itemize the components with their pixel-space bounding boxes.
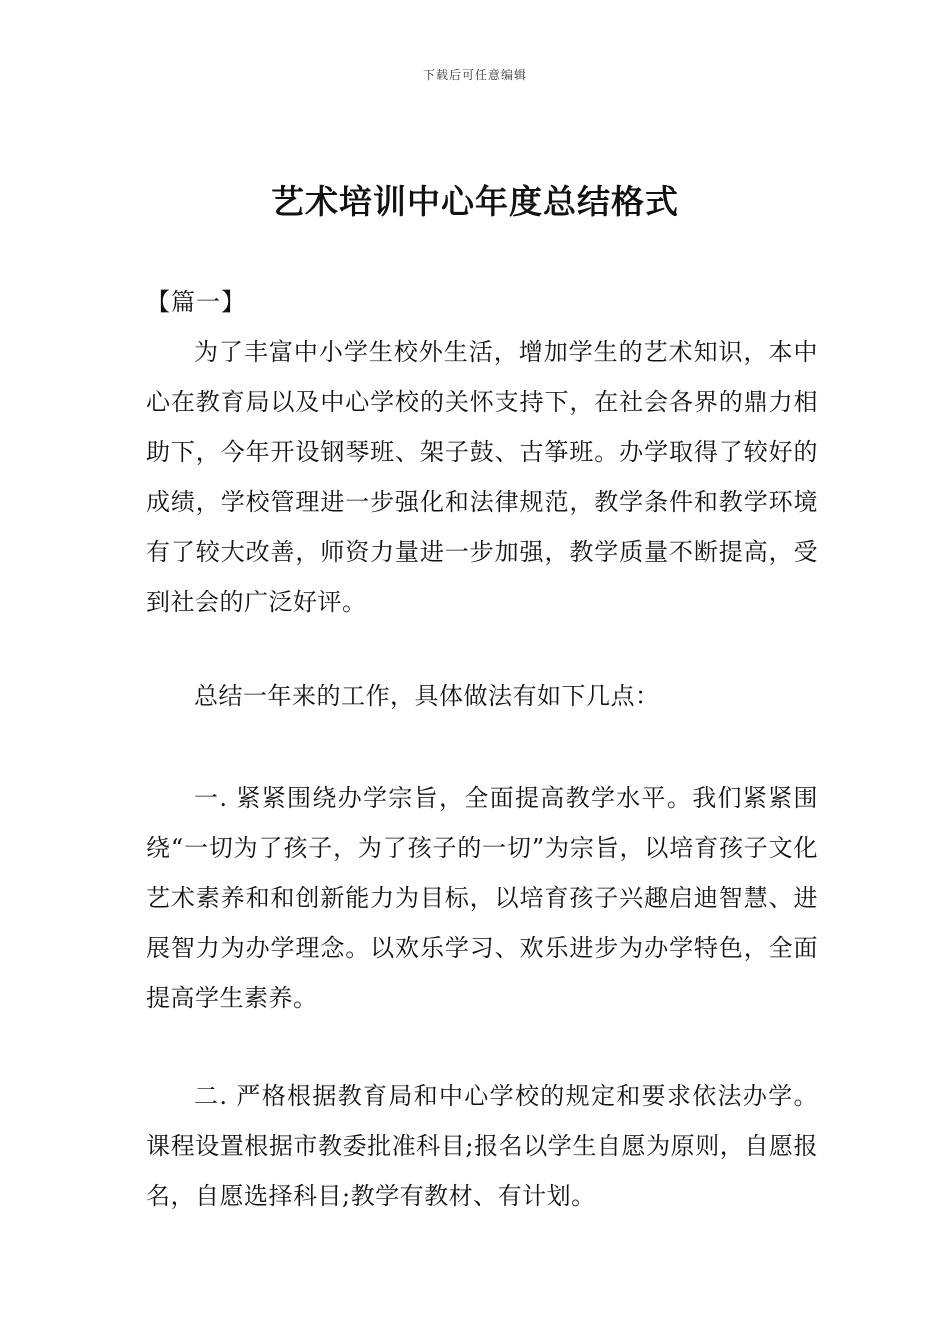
document-title: 艺术培训中心年度总结格式 — [271, 182, 679, 221]
header-note: 下载后可任意编辑 — [422, 68, 527, 82]
paragraph-point-two: 二. 严格根据教育局和中心学校的规定和要求依法办学。课程设置根据市教委批准科目;报名以学生自愿为原则，自愿报名，自愿选择科目;教学有教材、有计划。 — [146, 1082, 818, 1210]
paragraph-point-one: 一. 紧紧围绕办学宗旨，全面提高教学水平。我们紧紧围绕“一切为了孩子，为了孩子的一切”为宗旨，以培育孩子文化艺术素养和和创新能力为目标，以培育孩子兴趣启迪智慧、进展智力为办学理念。以欢乐学习、欢乐进步为办学特色，全面提高学生素养。 — [146, 784, 818, 1012]
section-label: 【篇一】 — [146, 288, 246, 316]
paragraph-summary-lead: 总结一年来的工作，具体做法有如下几点： — [194, 682, 660, 710]
paragraph-intro: 为了丰富中小学生校外生活，增加学生的艺术知识，本中心在教育局以及中心学校的关怀支持下，在社会各界的鼎力相助下，今年开设钢琴班、架子鼓、古筝班。办学取得了较好的成绩，学校管理进一步强化和法律规范，教学条件和教学环境有了较大改善，师资力量进一步加强，教学质量不断提高，受到社会的广泛好评。 — [146, 338, 818, 616]
